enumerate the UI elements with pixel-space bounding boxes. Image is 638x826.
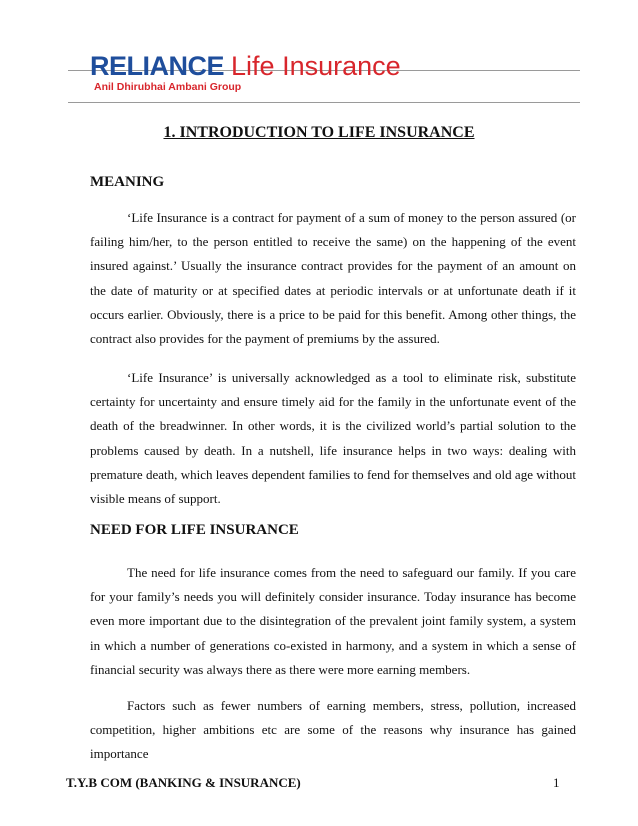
page-header bbox=[0, 0, 638, 110]
section-heading-meaning: MEANING bbox=[90, 174, 165, 190]
logo-sub-text: Life Insurance bbox=[231, 51, 401, 81]
page-title: 1. INTRODUCTION TO LIFE INSURANCE bbox=[163, 124, 475, 141]
logo-brand bbox=[90, 52, 401, 80]
paragraph-meaning-1: ‘Life Insurance is a contract for payment of a sum of money to the person assured (or failing him/her, to the person entitled to receive the same) on the happening of the event insured against.’ Usually the insurance contract provides for the payment of an amount on the date of maturity or at specified dates at periodic intervals or at unfortunate death if it occurs earlier. Obviously, there is a price to be paid for this benefit. Among other things, the contract also provides for the payment of premiums by the assured. bbox=[90, 210, 576, 347]
section-heading-need: NEED FOR LIFE INSURANCE bbox=[90, 522, 299, 538]
paragraph-need-1: The need for life insurance comes from the need to safeguard our family. If you care for your family’s needs you will definitely consider insurance. Today insurance has become even more important due to the disintegration of the prevalent joint family system, a system in which a number of generations co-existed in harmony, and a system in which a sense of financial security was always there as there were more earning members. bbox=[90, 565, 576, 677]
page-number: 1 bbox=[553, 775, 560, 790]
reliance-logo bbox=[90, 52, 401, 98]
header-rule-bottom bbox=[68, 102, 580, 103]
logo-brand-text: RELIANCE bbox=[90, 51, 225, 81]
logo-group-text: Anil Dhirubhai Ambani Group bbox=[94, 81, 242, 93]
paragraph-need-2: Factors such as fewer numbers of earning members, stress, pollution, increased competition, higher ambitions etc are some of the reasons why insurance has gained importance bbox=[90, 698, 576, 762]
footer-course-label: T.Y.B COM (BANKING & INSURANCE) bbox=[66, 775, 301, 790]
paragraph-meaning-2: ‘Life Insurance’ is universally acknowledged as a tool to eliminate risk, substitute certainty for uncertainty and ensure timely aid for the family in the unfortunate event of the death of the breadwinner. In other words, it is the civilized world’s partial solution to the problems caused by death. In a nutshell, life insurance helps in two ways: dealing with premature death, which leaves dependent families to fend for themselves and old age without visible means of support. bbox=[90, 370, 576, 507]
